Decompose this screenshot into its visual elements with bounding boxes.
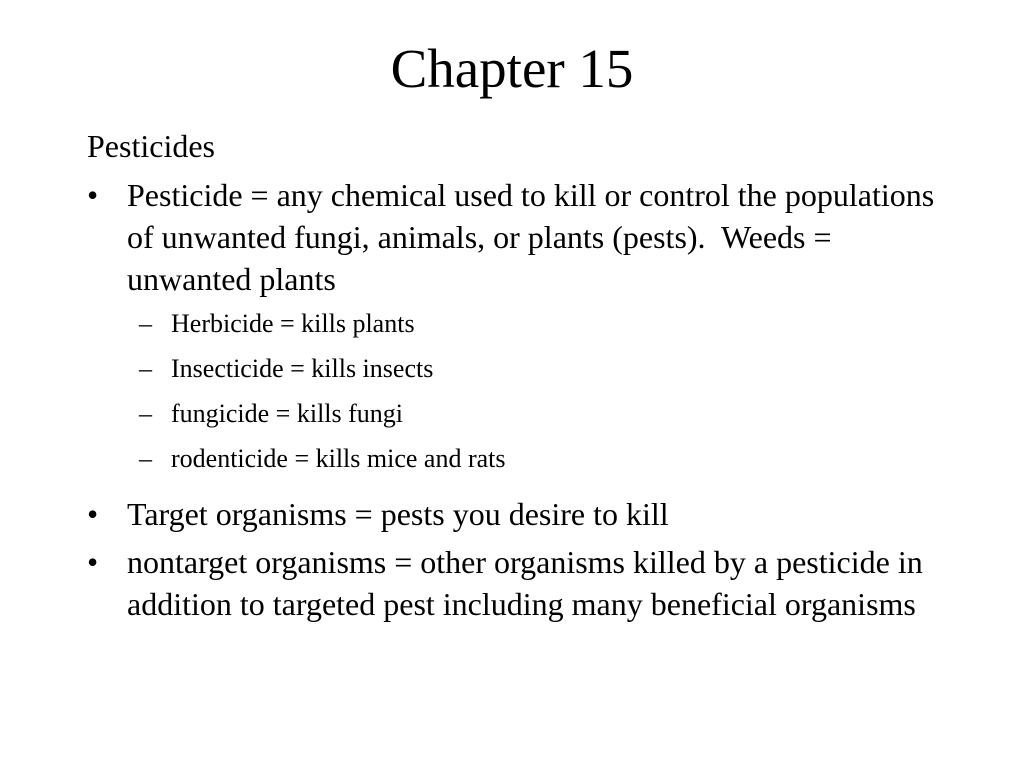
sub-bullet-list <box>87 308 957 475</box>
section-heading: Pesticides <box>87 128 215 164</box>
bullet-mark: • <box>87 177 99 213</box>
sub-bullet-text: Herbicide = kills plants <box>171 309 415 338</box>
bullet-text: Pesticide = any chemical used to kill or control the populations of unwanted fungi, animals, or plants (pests). Weeds = unwanted plants <box>127 177 943 297</box>
sub-bullet-mark: – <box>139 444 152 473</box>
sub-bullet-mark: – <box>139 399 152 428</box>
bullet-nontarget-organisms <box>87 541 957 625</box>
bullet-text: Target organisms = pests you desire to kill <box>127 496 669 532</box>
sub-bullet-fungicide <box>87 398 957 430</box>
sub-bullet-mark: – <box>139 354 152 383</box>
sub-bullet-herbicide <box>87 308 957 340</box>
sub-bullet-text: fungicide = kills fungi <box>171 399 404 428</box>
sub-bullet-text: Insecticide = kills insects <box>171 354 434 383</box>
slide-body <box>87 125 957 631</box>
bullet-pesticide-definition <box>87 174 957 300</box>
bullet-mark: • <box>87 544 99 580</box>
sub-bullet-text: rodenticide = kills mice and rats <box>171 444 506 473</box>
sub-bullet-mark: – <box>139 309 152 338</box>
slide-title: Chapter 15 <box>390 38 634 99</box>
bullet-target-organisms <box>87 493 957 535</box>
sub-bullet-insecticide <box>87 353 957 385</box>
sub-bullet-rodenticide <box>87 443 957 475</box>
bullet-text: nontarget organisms = other organisms killed by a pesticide in addition to targeted pest including many beneficial organisms <box>127 544 923 622</box>
bullet-mark: • <box>87 496 99 532</box>
